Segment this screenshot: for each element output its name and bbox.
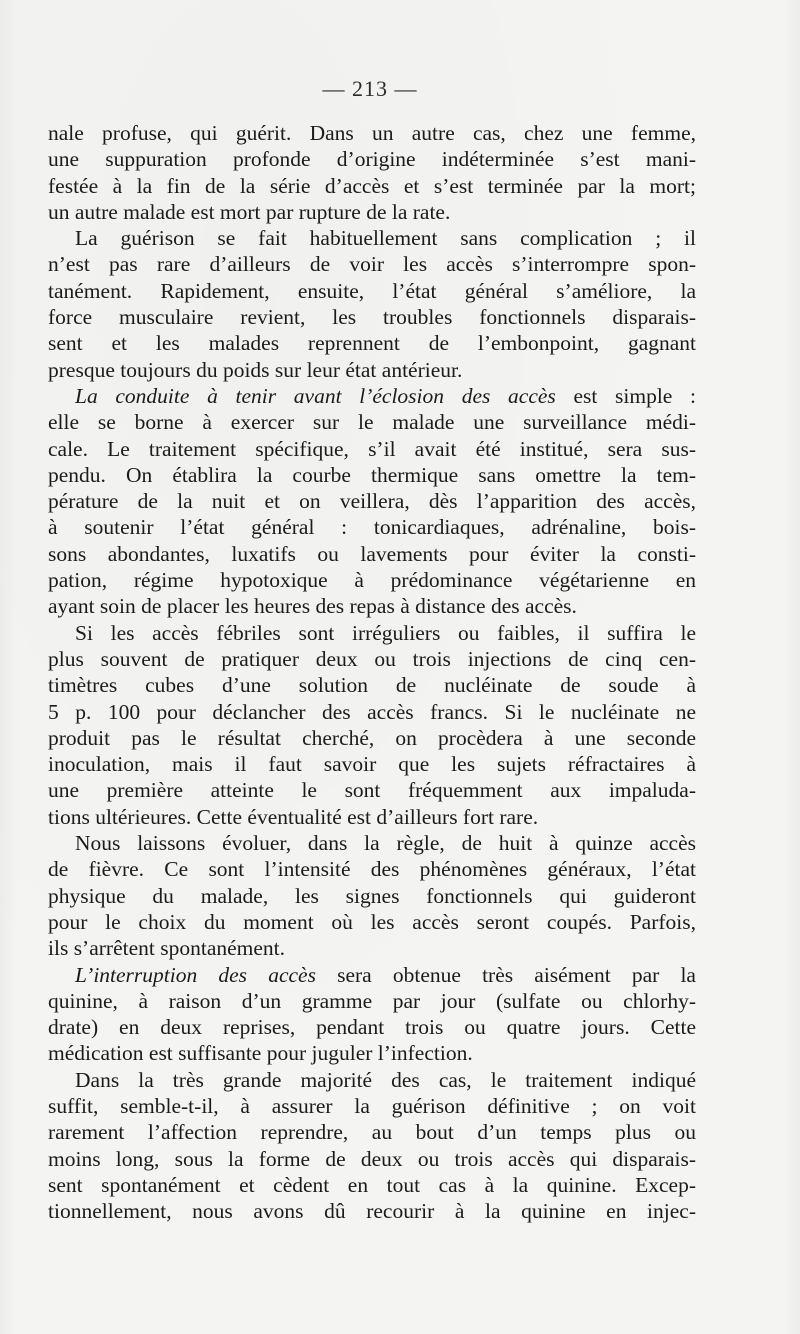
text-line: nale profuse, qui guérit. Dans un autre cas, chez une femme,: [48, 121, 696, 145]
text-line: Dans la très grande majorité des cas, le traitement indiqué: [75, 1067, 696, 1092]
text-line: produit pas le résultat cherché, on procèdera à une seconde: [48, 725, 696, 750]
text-line: force musculaire revient, les troubles fonctionnels disparais-: [48, 305, 696, 330]
text-line: sent et les malades reprennent de l’embonpoint, gagnant: [48, 331, 696, 356]
text-line: rarement l’affection reprendre, au bout d’un temps plus ou: [48, 1120, 696, 1145]
text-line: tanément. Rapidement, ensuite, l’état général s’améliore, la: [48, 278, 696, 303]
text-line: pérature de la nuit et on veillera, dès l’apparition des accès,: [48, 489, 696, 514]
text-line: drate) en deux reprises, pendant trois ou quatre jours. Cette: [48, 1015, 696, 1040]
text-line: une suppuration profonde d’origine indéterminée s’est mani-: [48, 147, 696, 172]
text-line: 5 p. 100 pour déclancher des accès francs. Si le nucléinate ne: [48, 699, 696, 724]
text-line: tions ultérieures. Cette éventualité est d’ailleurs fort rare.: [48, 804, 539, 829]
text-line: ils s’arrêtent spontanément.: [48, 936, 286, 961]
text-line: plus souvent de pratiquer deux ou trois injections de cinq cen-: [48, 646, 696, 671]
paragraph: [48, 120, 696, 225]
text-line: [48, 962, 696, 988]
text-line: ayant soin de placer les heures des repas à distance des accès.: [48, 594, 577, 619]
text-line: festée à la fin de la série d’accès et s’est terminée par la mort;: [48, 173, 696, 198]
text-line: Si les accès fébriles sont irréguliers ou faibles, il suffira le: [75, 620, 696, 645]
paragraph: [48, 1067, 696, 1225]
text-line: une première atteinte le sont fréquemment aux impaluda-: [48, 778, 696, 803]
text-line: médication est suffisante pour juguler l’infection.: [48, 1041, 473, 1066]
text-line: cale. Le traitement spécifique, s’il avait été institué, sera sus-: [48, 436, 696, 461]
text-line: quinine, à raison d’un gramme par jour (sulfate ou chlorhy-: [48, 988, 696, 1013]
page-number: — 213 —: [322, 76, 418, 101]
text-line: pour le choix du moment où les accès seront coupés. Parfois,: [48, 909, 696, 934]
text-line: presque toujours du poids sur leur état antérieur.: [48, 357, 463, 382]
text-line: un autre malade est mort par rupture de la rate.: [48, 199, 451, 224]
paragraph: [48, 962, 696, 1067]
text-line: de fièvre. Ce sont l’intensité des phénomènes généraux, l’état: [48, 857, 696, 882]
line-text: sera obtenue très aisément par la: [315, 962, 696, 987]
paragraph: [48, 383, 696, 620]
text-line: elle se borne à exercer sur le malade une surveillance médi-: [48, 410, 696, 435]
text-line: sons abondantes, luxatifs ou lavements pour éviter la consti-: [48, 541, 696, 566]
text-line: timètres cubes d’une solution de nucléinate de soude à: [48, 673, 696, 698]
line-text: est simple :: [555, 383, 696, 408]
text-line: n’est pas rare d’ailleurs de voir les accès s’interrompre spon-: [48, 252, 696, 277]
text-line: physique du malade, les signes fonctionnels qui guideront: [48, 883, 696, 908]
text-line: à soutenir l’état général : tonicardiaques, adrénaline, bois-: [48, 515, 696, 540]
text-line: inoculation, mais il faut savoir que les sujets réfractaires à: [48, 752, 696, 777]
text-line: tionnellement, nous avons dû recourir à la quinine en injec-: [48, 1199, 696, 1224]
text-line: [48, 383, 696, 409]
text-line: La guérison se fait habituellement sans complication ; il: [75, 226, 696, 251]
text-line: moins long, sous la forme de deux ou trois accès qui disparais-: [48, 1146, 696, 1171]
paragraph: [48, 830, 696, 961]
text-line: pation, régime hypotoxique à prédominance végétarienne en: [48, 568, 696, 593]
text-line: pendu. On établira la courbe thermique sans omettre la tem-: [48, 462, 696, 487]
text-line: Nous laissons évoluer, dans la règle, de huit à quinze accès: [75, 831, 696, 856]
italic-lead: L’interruption des accès: [75, 962, 316, 987]
text-line: sent spontanément et cèdent en tout cas à la quinine. Excep-: [48, 1172, 696, 1197]
paragraph: [48, 620, 696, 830]
paragraph: [48, 225, 696, 383]
text-line: suffit, semble-t-il, à assurer la guérison définitive ; on voit: [48, 1093, 696, 1118]
body-text: [48, 120, 696, 1224]
italic-lead: La conduite à tenir avant l’éclosion des accès: [75, 383, 556, 408]
